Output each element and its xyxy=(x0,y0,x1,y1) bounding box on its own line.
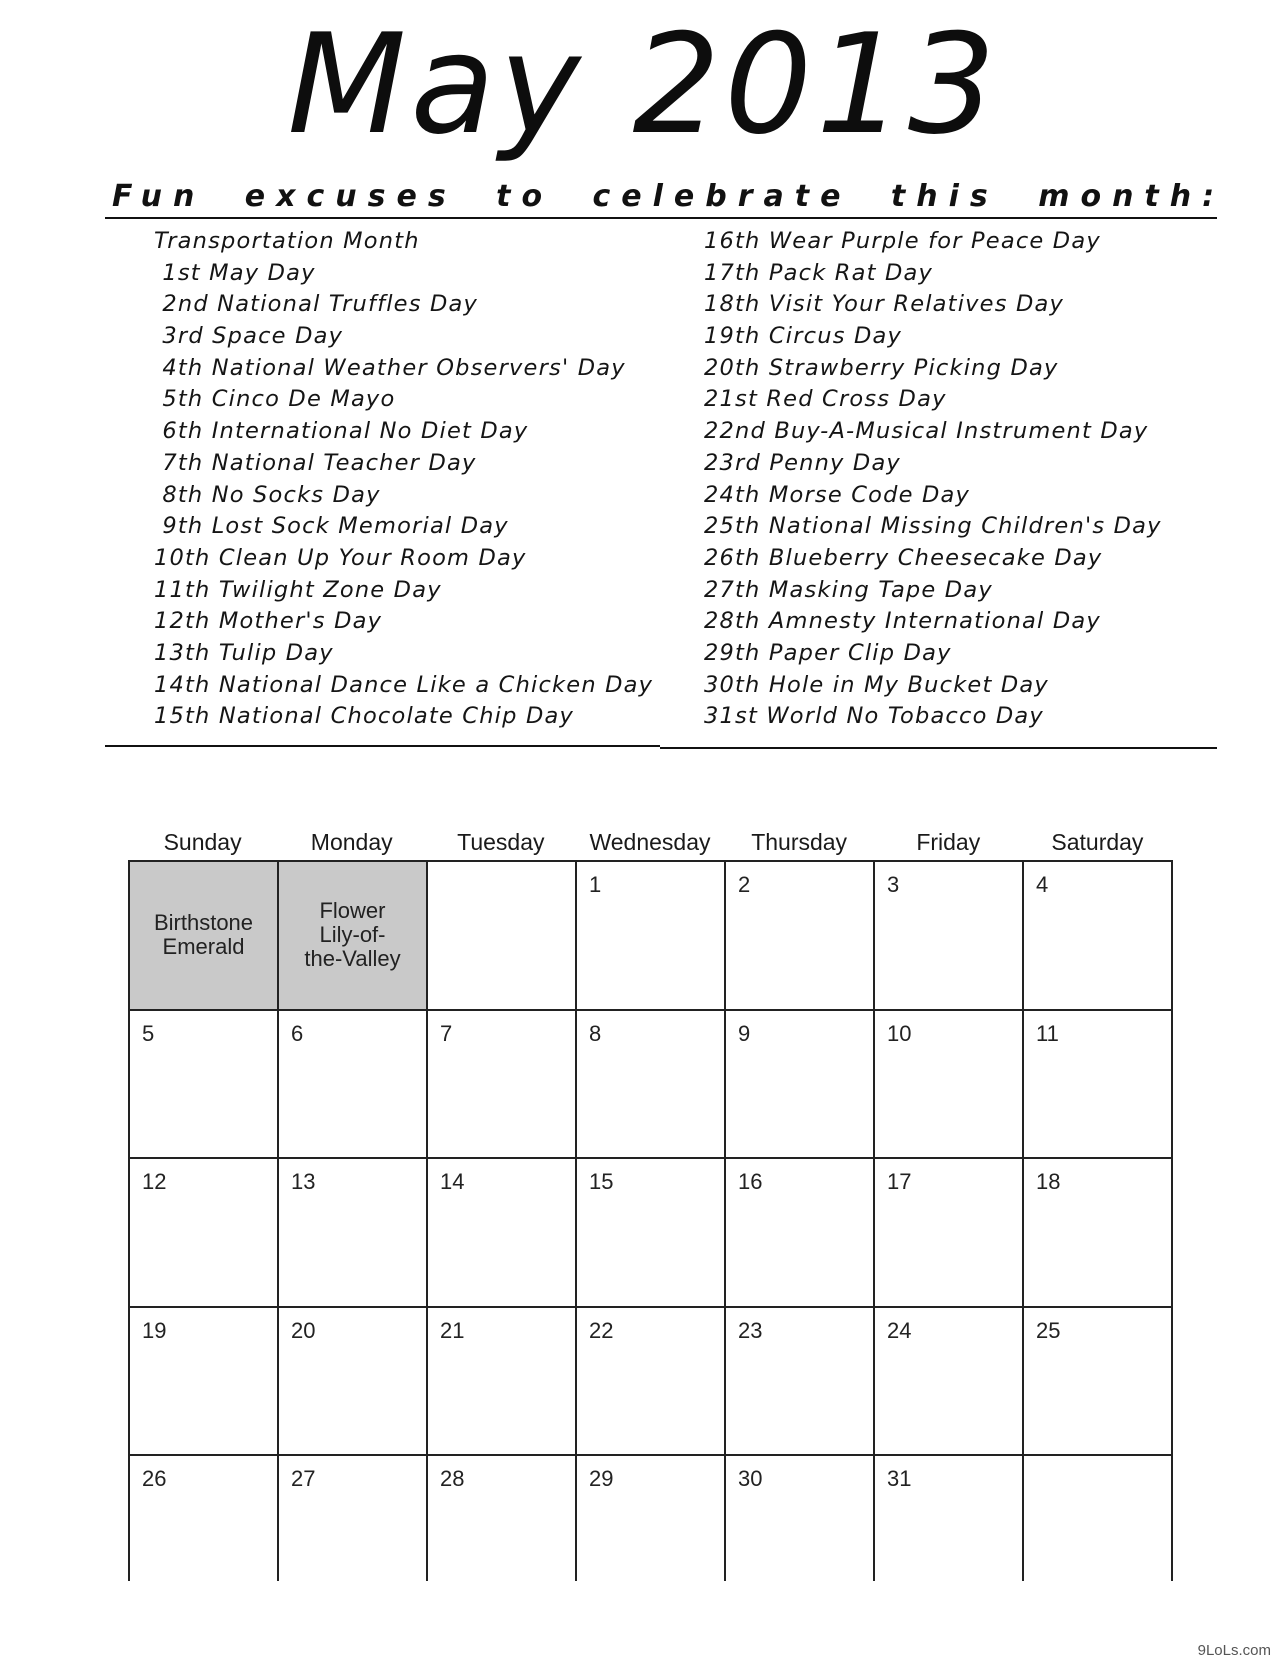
day-cell xyxy=(130,1456,279,1581)
watermark: 9LoLs.com xyxy=(1197,1642,1271,1659)
event-item: 26th Blueberry Cheesecake Day xyxy=(704,544,1103,571)
flower-cell xyxy=(279,862,428,1011)
day-cell xyxy=(875,862,1024,1011)
divider-top xyxy=(105,217,1217,219)
day-cell xyxy=(130,1308,279,1457)
birthstone-line: Birthstone xyxy=(153,910,254,936)
flower-note xyxy=(279,862,426,1009)
day-cell xyxy=(726,1159,875,1308)
weekday-tuesday: Tuesday xyxy=(457,829,545,855)
event-item: 11th Twilight Zone Day xyxy=(154,576,442,603)
event-item: 21st Red Cross Day xyxy=(704,386,947,413)
events-list-left xyxy=(154,226,653,733)
event-item: 5th Cinco De Mayo xyxy=(154,386,396,413)
empty-cell xyxy=(428,862,577,1011)
day-cell xyxy=(279,1456,428,1581)
event-item: 22nd Buy-A-Musical Instrument Day xyxy=(704,418,1149,445)
event-item: 16th Wear Purple for Peace Day xyxy=(704,228,1101,254)
day-cell xyxy=(875,1159,1024,1308)
day-number: 14 xyxy=(440,1169,465,1194)
day-number: 6 xyxy=(291,1020,304,1046)
weekday-friday: Friday xyxy=(916,829,981,855)
day-number: 18 xyxy=(1036,1169,1061,1194)
day-number: 7 xyxy=(440,1020,453,1046)
day-number: 1 xyxy=(589,872,602,897)
day-cell xyxy=(577,1011,726,1160)
event-item: Transportation Month xyxy=(154,228,420,254)
event-item: 31st World No Tobacco Day xyxy=(704,703,1044,730)
event-item: 4th National Weather Observers' Day xyxy=(154,354,626,381)
day-number: 20 xyxy=(291,1317,316,1343)
events-list-right xyxy=(704,226,1162,733)
day-number: 23 xyxy=(738,1317,763,1343)
day-cell xyxy=(1024,1159,1173,1308)
day-number: 13 xyxy=(291,1169,316,1194)
day-number: 8 xyxy=(589,1020,602,1046)
event-item: 8th No Socks Day xyxy=(154,481,381,508)
day-cell xyxy=(279,1308,428,1457)
day-cell xyxy=(130,1159,279,1308)
day-cell xyxy=(726,1456,875,1581)
day-cell xyxy=(577,1159,726,1308)
event-item: 27th Masking Tape Day xyxy=(704,576,993,603)
event-item: 15th National Chocolate Chip Day xyxy=(154,703,574,730)
event-item: 29th Paper Clip Day xyxy=(704,639,952,666)
day-number: 31 xyxy=(887,1466,912,1491)
event-item: 10th Clean Up Your Room Day xyxy=(154,544,527,571)
day-cell xyxy=(577,1308,726,1457)
day-number: 10 xyxy=(887,1020,912,1046)
day-number: 5 xyxy=(142,1020,155,1046)
event-item: 24th Morse Code Day xyxy=(704,481,970,508)
event-item: 30th Hole in My Bucket Day xyxy=(704,671,1049,698)
events-heading: Fun excuses to celebrate this month: xyxy=(112,179,1226,214)
day-cell xyxy=(577,1456,726,1581)
event-item: 28th Amnesty International Day xyxy=(704,608,1101,635)
day-number: 26 xyxy=(142,1466,167,1491)
day-number: 16 xyxy=(738,1169,763,1194)
day-cell xyxy=(726,862,875,1011)
event-item: 3rd Space Day xyxy=(154,323,344,350)
event-item: 6th International No Diet Day xyxy=(154,418,529,445)
day-cell xyxy=(875,1011,1024,1160)
flower-line: Lily-of- xyxy=(319,922,386,948)
event-item: 19th Circus Day xyxy=(704,323,903,350)
event-item: 25th National Missing Children's Day xyxy=(704,513,1162,540)
birthstone-cell xyxy=(130,862,279,1011)
event-item: 9th Lost Sock Memorial Day xyxy=(154,513,509,540)
event-item: 14th National Dance Like a Chicken Day xyxy=(154,671,654,698)
calendar-grid xyxy=(128,860,1173,1581)
day-cell xyxy=(577,862,726,1011)
event-item: 23rd Penny Day xyxy=(704,449,901,476)
day-number: 30 xyxy=(738,1466,763,1491)
day-number: 25 xyxy=(1036,1317,1061,1343)
weekday-saturday: Saturday xyxy=(1051,829,1144,855)
day-cell xyxy=(279,1159,428,1308)
day-number: 28 xyxy=(440,1466,465,1491)
day-number: 21 xyxy=(440,1317,465,1343)
birthstone-note xyxy=(130,862,277,1009)
day-cell xyxy=(1024,862,1173,1011)
day-number: 22 xyxy=(589,1317,614,1343)
event-item: 1st May Day xyxy=(154,259,316,286)
day-number: 11 xyxy=(1036,1020,1059,1046)
day-cell xyxy=(428,1159,577,1308)
day-cell xyxy=(1024,1011,1173,1160)
day-number: 24 xyxy=(887,1317,912,1343)
flower-line: Flower xyxy=(319,898,386,924)
day-cell xyxy=(130,1011,279,1160)
flower-line: the-Valley xyxy=(304,946,401,972)
day-number: 2 xyxy=(738,872,751,897)
day-number: 27 xyxy=(291,1466,316,1491)
event-item: 12th Mother's Day xyxy=(154,608,383,635)
day-number: 3 xyxy=(887,872,900,897)
day-cell xyxy=(875,1308,1024,1457)
weekday-wednesday: Wednesday xyxy=(589,829,711,855)
day-cell xyxy=(726,1011,875,1160)
weekday-monday: Monday xyxy=(310,829,393,855)
weekday-sunday: Sunday xyxy=(163,829,242,855)
day-cell xyxy=(1024,1308,1173,1457)
divider-bottom-right xyxy=(660,747,1217,749)
event-item: 18th Visit Your Relatives Day xyxy=(704,291,1065,318)
event-item: 2nd National Truffles Day xyxy=(154,291,479,318)
day-cell xyxy=(428,1456,577,1581)
weekday-header xyxy=(128,826,1172,858)
day-cell xyxy=(428,1011,577,1160)
empty-cell xyxy=(1024,1456,1173,1581)
day-number: 15 xyxy=(589,1169,614,1194)
day-number: 19 xyxy=(142,1317,167,1343)
event-item: 17th Pack Rat Day xyxy=(704,259,933,286)
event-item: 13th Tulip Day xyxy=(154,639,334,666)
day-number: 4 xyxy=(1036,872,1049,897)
day-cell xyxy=(279,1011,428,1160)
day-cell xyxy=(726,1308,875,1457)
day-number: 17 xyxy=(887,1169,912,1194)
day-cell xyxy=(428,1308,577,1457)
weekday-thursday: Thursday xyxy=(751,829,848,855)
event-item: 7th National Teacher Day xyxy=(154,449,477,476)
day-number: 12 xyxy=(142,1169,167,1194)
birthstone-line: Emerald xyxy=(162,934,245,960)
day-number: 29 xyxy=(589,1466,614,1491)
day-number: 9 xyxy=(738,1020,751,1046)
event-item: 20th Strawberry Picking Day xyxy=(704,354,1059,381)
day-cell xyxy=(875,1456,1024,1581)
calendar-title: May 2013 xyxy=(287,4,1000,165)
divider-bottom-left xyxy=(105,745,660,747)
